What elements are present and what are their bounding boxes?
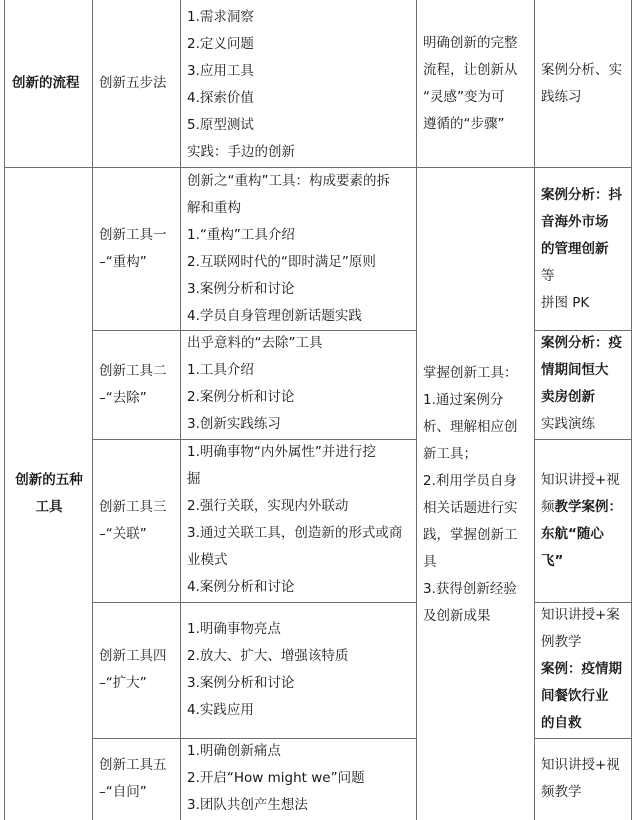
goal-text-tools: 掌握创新工具： 1.通过案例分 析、理解相应创 新工具； 2.利用学员自身 相关话题进行实 践，掌握创新工 具 3.获得创新经验 及创新成果: [423, 365, 518, 624]
table-border-right: [631, 0, 632, 820]
format-text: 案例分析：抖 音海外市场 的管理创新 等 拼图 PK: [541, 187, 622, 311]
content-item: 掘: [187, 471, 201, 487]
section-title-process: 创新的流程: [12, 75, 80, 91]
content-list: [187, 168, 390, 330]
content-item: 解和重构: [187, 200, 241, 216]
content-item: 2.互联网时代的“即时满足”原则: [187, 254, 376, 270]
content-item: 出乎意料的“去除”工具: [187, 335, 323, 351]
content-item: 3.应用工具: [187, 63, 254, 79]
content-item: 业模式: [187, 552, 228, 568]
format-text: 知识讲授+案 例教学 案例：疫情期 间餐饮行业 的自救: [541, 607, 622, 731]
content-list: [187, 738, 365, 819]
content-item: 实践：手边的创新: [187, 144, 295, 160]
content-list: [187, 439, 402, 601]
tool-name: 创新工具五 –“自问”: [99, 757, 167, 800]
content-item: 2.放大、扩大、增强该特质: [187, 648, 349, 664]
content-item: 3.案例分析和讨论: [187, 281, 295, 297]
content-item: 1.需求洞察: [187, 9, 254, 25]
content-item: 2.定义问题: [187, 36, 254, 52]
content-item: 3.创新实践练习: [187, 416, 281, 432]
section-title-tools: 创新的五种 工具: [15, 471, 83, 515]
content-item: 1.工具介绍: [187, 362, 254, 378]
table-row-divider: [534, 738, 632, 739]
table-col-divider: [92, 0, 93, 820]
content-item: 3.案例分析和讨论: [187, 675, 295, 691]
content-item: 5.原型测试: [187, 117, 254, 133]
format-text: 知识讲授+视 频教学案例： 东航“随心 飞”: [541, 472, 622, 569]
content-item: 创新之“重构”工具：构成要素的拆: [187, 173, 390, 189]
content-list: [187, 4, 295, 166]
table-row-divider: [534, 439, 632, 440]
format-text: 知识讲授+视 频教学: [541, 757, 620, 800]
content-item: 3.通过关联工具，创造新的形式或商: [187, 525, 403, 541]
tool-name: 创新工具二 –“去除”: [99, 362, 167, 406]
content-item: 1.明确事物亮点: [187, 621, 281, 637]
format-text: 案例分析：疫 情期间恒大 卖房创新 实践演练: [541, 335, 622, 432]
content-item: 4.实践应用: [187, 702, 254, 718]
content-item: 3.团队共创产生想法: [187, 797, 308, 813]
content-item: 2.强行关联，实现内外联动: [187, 498, 349, 514]
content-item: 2.案例分析和讨论: [187, 389, 295, 405]
table-border-left: [4, 0, 5, 820]
goal-text: 明确创新的完整 流程，让创新从 “灵感”变为可 遵循的“步骤”: [423, 34, 518, 132]
tool-name: 创新工具一 –“重构”: [99, 226, 167, 270]
content-item: 4.案例分析和讨论: [187, 579, 295, 595]
tool-name: 创新工具四 –“扩大”: [99, 648, 167, 691]
content-item: 4.探索价值: [187, 90, 254, 106]
table-col-divider: [180, 0, 181, 820]
method-name: 创新五步法: [99, 75, 167, 91]
content-item: 4.学员自身管理创新话题实践: [187, 308, 362, 324]
format-text: 案例分析、实 践练习: [541, 61, 622, 105]
content-item: 2.开启“How might we”问题: [187, 770, 365, 786]
tool-name: 创新工具三 –“关联”: [99, 498, 167, 542]
content-item: 1.“重构”工具介绍: [187, 227, 295, 243]
content-list: [187, 330, 323, 438]
content-item: 1.明确创新痛点: [187, 743, 281, 759]
content-list: [187, 616, 348, 724]
table-col-divider: [534, 0, 535, 820]
table-col-divider: [416, 0, 417, 820]
content-item: 1.明确事物“内外属性”并进行挖: [187, 444, 376, 460]
